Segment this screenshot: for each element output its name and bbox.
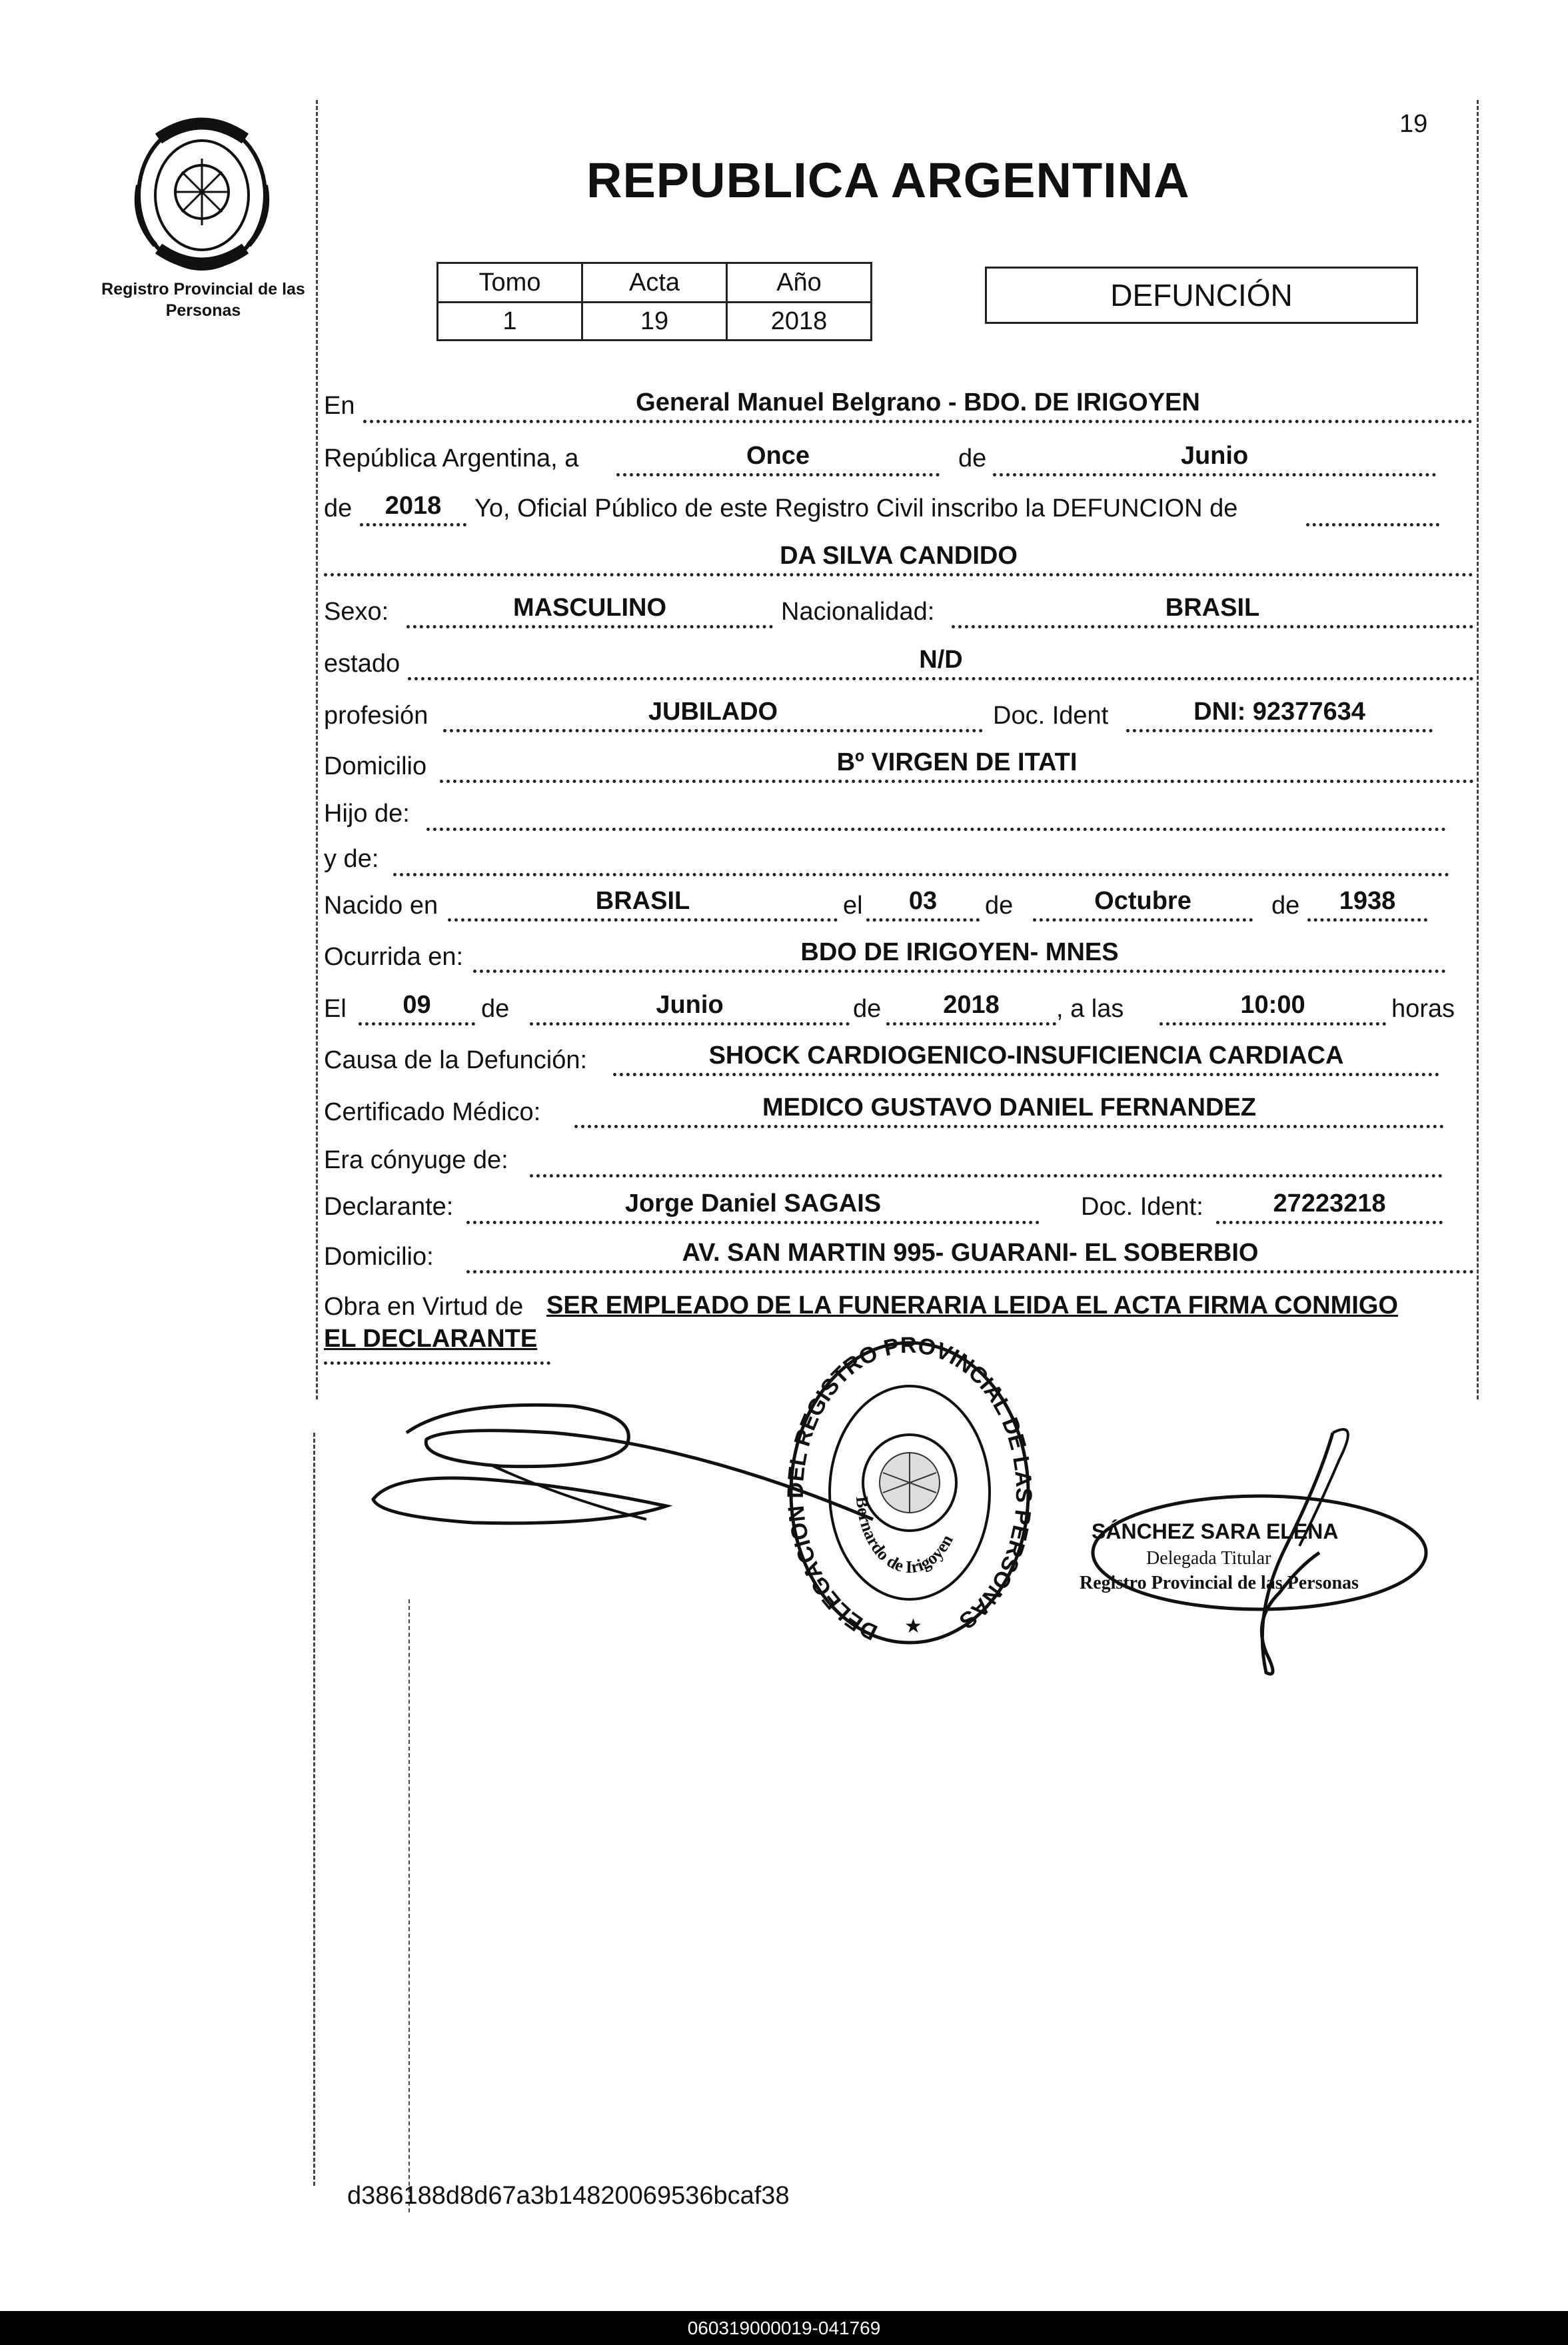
sexo-label: Sexo: [324, 598, 389, 626]
seal-emblem [119, 112, 285, 279]
official-signature [1080, 1419, 1479, 1686]
registry-label: Registro Provincial de las Personas [101, 280, 305, 320]
inscripcion-blank [1306, 490, 1439, 526]
fecha-dia: Once [616, 440, 940, 476]
fall-de2-label: de [853, 995, 882, 1023]
value-acta: 19 [582, 303, 727, 341]
record-type-box: DEFUNCIÓN [985, 267, 1418, 324]
ocurrida-value: BDO DE IRIGOYEN- MNES [473, 936, 1446, 973]
fall-alas-label: , a las [1056, 995, 1124, 1023]
anio-de-label: de [324, 494, 353, 522]
document-hash: d386188d8d67a3b14820069536bcaf38 [347, 2182, 790, 2210]
nacido-de-label: de [985, 892, 1014, 920]
nacido-lugar: BRASIL [448, 885, 838, 922]
obra-value-line2: EL DECLARANTE [324, 1325, 538, 1353]
header-acta: Acta [582, 263, 727, 303]
nacido-label: Nacido en [324, 892, 438, 920]
nacido-de2-label: de [1271, 892, 1300, 920]
nacionalidad-label: Nacionalidad: [781, 598, 935, 626]
value-anio: 2018 [727, 303, 872, 341]
declarante-label: Declarante: [324, 1193, 454, 1221]
certificado-value: MEDICO GUSTAVO DANIEL FERNANDEZ [574, 1092, 1444, 1128]
domicilio-label: Domicilio [324, 752, 427, 780]
fall-mes: Junio [530, 989, 850, 1026]
conyuge-label: Era cónyuge de: [324, 1146, 508, 1174]
ocurrida-label: Ocurrida en: [324, 943, 464, 971]
record-table [436, 262, 872, 341]
official-stamp-name: SÁNCHEZ SARA ELENA [1092, 1519, 1339, 1543]
fecha-de-label: de [958, 444, 987, 472]
y-de-label: y de: [324, 845, 379, 873]
doc-ident-value: DNI: 92377634 [1126, 696, 1433, 732]
header-tomo: Tomo [438, 263, 582, 303]
domicilio-value: Bº VIRGEN DE ITATI [440, 746, 1474, 783]
delegation-stamp-ring-text: DELEGACION DEL REGISTRO PROVINCIAL DE LAS PERSONAS [782, 1332, 1037, 1645]
conyuge-value [530, 1141, 1443, 1177]
fall-horas-label: horas [1391, 995, 1455, 1023]
doc-ident-label: Doc. Ident [993, 702, 1109, 730]
causa-value: SHOCK CARDIOGENICO-INSUFICIENCIA CARDIACA [613, 1040, 1439, 1076]
footer-bar [0, 2311, 1568, 2345]
delegation-stamp-oval [782, 1332, 1037, 1659]
fecha-label: República Argentina, a [324, 444, 579, 472]
footer-code: 060319000019-041769 [687, 2318, 881, 2338]
anio-value: 2018 [360, 490, 466, 526]
obra-dotted-rule [324, 1361, 550, 1365]
official-stamp-office: Registro Provincial de las Personas [1080, 1573, 1359, 1593]
hijo-de-value [426, 794, 1446, 831]
nacido-el-label: el [843, 892, 863, 920]
declarante-doc-label: Doc. Ident: [1081, 1193, 1203, 1221]
svg-text:★: ★ [904, 1615, 922, 1637]
fall-dia: 09 [359, 989, 475, 1026]
obra-label: Obra en Virtud de [324, 1293, 524, 1321]
page-number: 19 [1399, 110, 1428, 138]
en-value: General Manuel Belgrano - BDO. DE IRIGOYEN [363, 387, 1473, 423]
delegation-stamp [782, 1332, 1037, 1659]
estado-label: estado [324, 650, 400, 678]
declarante-doc-value: 27223218 [1216, 1187, 1443, 1224]
en-label: En [324, 392, 355, 420]
fall-hora: 10:00 [1160, 989, 1386, 1026]
deceased-name: DA SILVA CANDIDO [324, 540, 1473, 576]
declarante-value: Jorge Daniel SAGAIS [466, 1187, 1040, 1224]
causa-label: Causa de la Defunción: [324, 1046, 588, 1074]
nacido-dia: 03 [866, 885, 980, 922]
profesion-value: JUBILADO [443, 696, 983, 732]
provincial-seal [119, 112, 285, 279]
header-anio: Año [727, 263, 872, 303]
fall-de-label: de [481, 995, 510, 1023]
fall-el-label: El [324, 995, 347, 1023]
delegation-stamp-inner-text: Bernardo de Irigoyen [852, 1495, 957, 1577]
inscripcion-text: Yo, Oficial Público de este Registro Civil inscribo la DEFUNCION de [474, 494, 1238, 522]
y-de-value [393, 840, 1449, 876]
certificado-label: Certificado Médico: [324, 1098, 541, 1126]
official-stamp-title: Delegada Titular [1146, 1548, 1271, 1569]
sexo-value: MASCULINO [406, 592, 773, 628]
fecha-mes: Junio [993, 440, 1436, 476]
page-title: REPUBLICA ARGENTINA [586, 153, 1190, 208]
domicilio-declarante-label: Domicilio: [324, 1243, 434, 1271]
margin-line-right [1477, 100, 1479, 1399]
nacido-anio: 1938 [1307, 885, 1427, 922]
fall-anio: 2018 [886, 989, 1056, 1026]
margin-line-left [316, 100, 318, 1399]
nacionalidad-value: BRASIL [952, 592, 1473, 628]
obra-value-line1: SER EMPLEADO DE LA FUNERARIA LEIDA EL ACTA FIRMA CONMIGO [546, 1291, 1398, 1319]
nacido-mes: Octubre [1033, 885, 1253, 922]
hijo-de-label: Hijo de: [324, 800, 410, 828]
domicilio-declarante-value: AV. SAN MARTIN 995- GUARANI- EL SOBERBIO [466, 1237, 1474, 1273]
value-tomo: 1 [438, 303, 582, 341]
estado-value: N/D [408, 644, 1474, 680]
margin-line-mid-lower [408, 1599, 410, 2212]
margin-line-left-lower [313, 1433, 315, 2186]
profesion-label: profesión [324, 702, 428, 730]
